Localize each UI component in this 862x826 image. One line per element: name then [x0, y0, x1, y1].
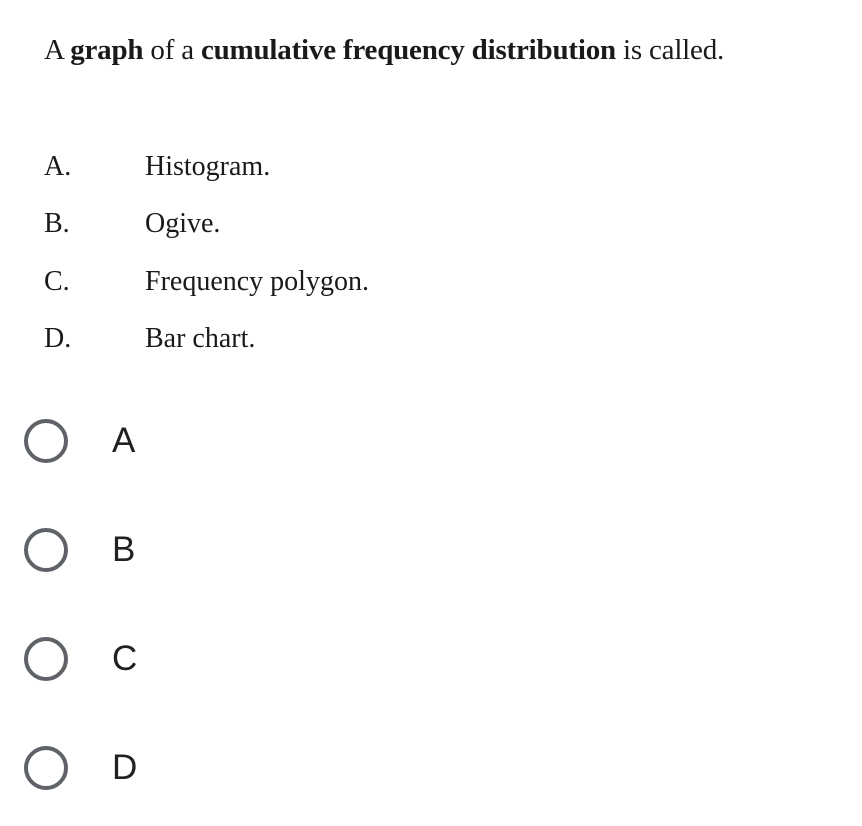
question-text	[44, 30, 724, 70]
radio-button-d[interactable]	[24, 746, 68, 790]
question-prefix: A	[44, 34, 71, 66]
choice-label-d[interactable]: D	[112, 748, 138, 787]
radio-button-b[interactable]	[24, 528, 68, 572]
option-letter: C.	[44, 266, 70, 297]
choice-c[interactable]	[22, 635, 322, 691]
option-text: Ogive.	[145, 208, 221, 239]
option-text: Bar chart.	[145, 323, 256, 354]
choice-label-b[interactable]: B	[112, 530, 136, 569]
choice-d[interactable]	[22, 744, 322, 800]
option-text: Histogram.	[145, 151, 271, 182]
question-suffix: is called.	[615, 34, 725, 66]
choice-b[interactable]	[22, 526, 322, 582]
choice-label-c[interactable]: C	[112, 639, 138, 678]
choice-a[interactable]	[22, 417, 322, 473]
question-bold-term: cumulative frequency distribution	[200, 34, 616, 66]
question-image	[0, 0, 862, 380]
option-letter: D.	[44, 323, 72, 354]
question-bold-graph: graph	[70, 34, 144, 66]
radio-button-a[interactable]	[24, 419, 68, 463]
option-letter: B.	[44, 208, 70, 239]
question-mid: of a	[143, 34, 201, 66]
choice-label-a[interactable]: A	[112, 421, 136, 460]
option-text: Frequency polygon.	[145, 266, 369, 297]
option-letter: A.	[44, 151, 72, 182]
radio-button-c[interactable]	[24, 637, 68, 681]
